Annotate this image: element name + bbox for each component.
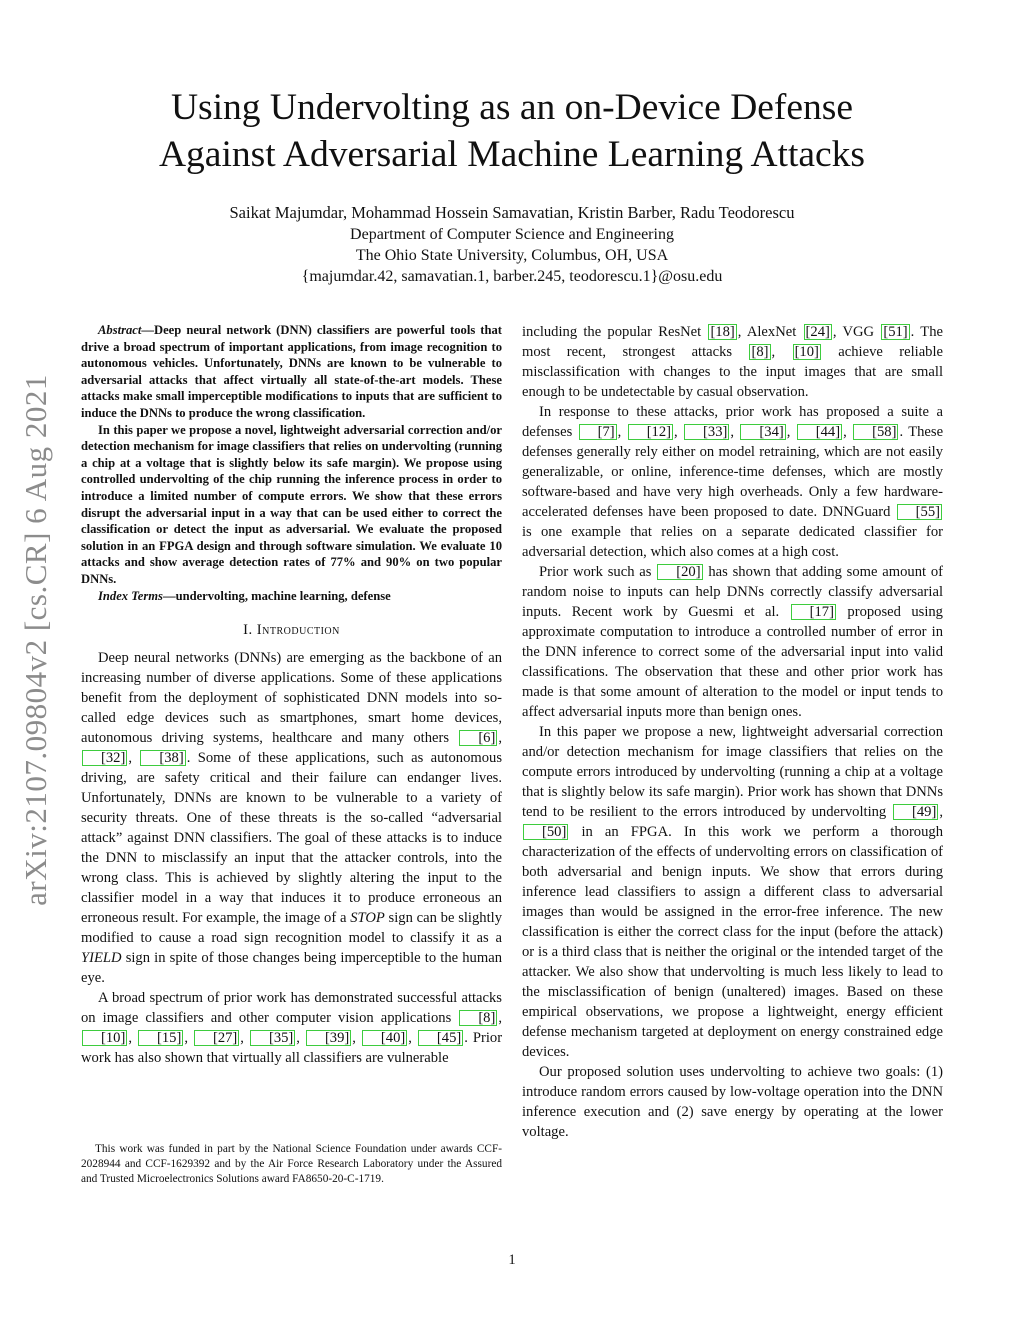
index-terms-label: Index Terms [98,588,163,603]
right-paragraph-2: In response to these attacks, prior work has proposed a suite a defenses [7] , [12] , [33] , [34] , [44] , [58] . These defenses generally rely either on model retraining, which are not easily generalizable, or online, inference-time defenses, which are mostly software-based and have very high overheads. Only a few hardware-accelerated defenses have been proposed to date. DNNGuard [55] is one example that relies on a separate dedicated classifier for adversarial detection, which also comes at a high cost. [522,404,944,560]
citation-link[interactable]: [20] [657,564,702,580]
citation-link[interactable]: [50] [523,824,568,840]
right-paragraph-3: Prior work such as [20] has shown that adding some amount of random noise to inputs can help DNNs correctly classify adversarial inputs. Recent work by Guesmi et al. [17] proposed using approximate computation to introduce a controlled number of error in the DNN inference to correct some of the adversarial input into valid classifications. The observation that these and other prior work has made is that some amount of alteration to the model or input tends to affect adversarial inputs more than benign ones. [522,564,943,720]
citation-link[interactable]: [7] [579,424,617,440]
title-line-1: Using Undervolting as an on-Device Defense [170,87,854,128]
citation-link[interactable]: [17] [791,604,836,620]
citation-link[interactable]: [58] [853,424,898,440]
section-title: Introduction [256,622,340,639]
abstract [81,322,502,604]
emphasis-stop: STOP [350,910,385,927]
author-university: The Ohio State University, Columbus, OH, USA [355,247,669,264]
citation-link[interactable]: [51] [883,324,908,340]
right-paragraph-5: Our proposed solution uses undervolting to achieve two goals: (1) introduce random errors caused by low-voltage operation into the DNN inference execution and (2) save energy by operating at the lower voltage. [522,1064,943,1140]
citation-link[interactable]: [33] [684,424,729,440]
author-names: Saikat Majumdar, Mohammad Hossein Samavatian, Kristin Barber, Radu Teodorescu [229,203,795,222]
author-department: Department of Computer Science and Engineering [350,226,674,243]
citation-link[interactable]: [12] [628,424,673,440]
citation-link[interactable]: [6] [459,730,497,746]
right-paragraph-4: In this paper we propose a new, lightweight adversarial correction and/or detection mechanism for image classifiers that relies on the compute errors introduced by undervolting (running a chip at a voltage that is slightly below its safe margin). Prior work has shown that DNNs tend to be resilient to the errors introduced by undervolting [49] , [50] in an FPGA. In this work we perform a thorough characterization of the effects of undervolting errors on classification of both adversarial and benign inputs. We show that errors during inference lead classifiers to assign a different class to adversarial images than would be assigned in the error-free inference. The new classification is either the correct class for the input (before the attack) or is a third class that is neither the original or the intended target of the attacker. We also show that undervolting is much less likely to lead to the misclassification of benign (unaltered) images. Based on these empirical observations, we propose a lightweight, energy efficient defense mechanism targeted at deployment on energy constrained edge devices. [522,724,943,1060]
author-block [0,202,1024,287]
citation-link[interactable]: [44] [797,424,842,440]
citation-link[interactable]: [40] [362,1030,407,1046]
citation-link[interactable]: [35] [250,1030,295,1046]
page-number: 1 [508,1252,516,1268]
citation-link[interactable]: [55] [897,504,942,520]
citation-link[interactable]: [38] [140,750,185,766]
citation-link[interactable]: [10] [794,344,819,360]
citation-link[interactable]: [27] [194,1030,239,1046]
citation-link[interactable]: [49] [893,804,938,820]
citation-link[interactable]: [45] [418,1030,463,1046]
emphasis-yield: YIELD [81,950,122,967]
abstract-paragraph-2: In this paper we propose a novel, lightweight adversarial correction and/or detection mechanism for image classifiers that relies on undervolting (running a chip at a voltage that is slightly below its safe margin). We propose using controlled undervolting of the chip running the inference process in order to introduce a limited number of compute errors. We show that these errors disrupt the adversarial input in a way that can be used either to correct the classification or detect the input as adversarial. We evaluate the proposed solution in an FPGA design and through software simulation. We evaluate 10 attacks and show average detection rates of 77% and 90% on two popular DNNs. [81,422,502,586]
intro-paragraph-2: A broad spectrum of prior work has demonstrated successful attacks on image classifiers and other computer vision applications [8] , [10] , [15] , [27] , [35] , [39] , [40] , [45] . Prior work has also shown that virtually all classifiers are vulnerable [81,990,503,1067]
abstract-label: Abstract [98,323,142,337]
citation-link[interactable]: [24] [805,324,830,340]
paper-title [0,84,1024,178]
citation-link[interactable]: [32] [82,750,127,766]
citation-link[interactable]: [10] [82,1030,127,1046]
right-column [522,322,943,1142]
citation-link[interactable]: [15] [138,1030,183,1046]
citation-link[interactable]: [39] [306,1030,351,1046]
right-paragraph-1: including the popular ResNet [18] , AlexNet [24] , VGG [51] . The most recent, strongest attacks [8] , [10] achieve reliable misclassification with changes to the input images that are small enough to be undetectable by casual observation. [522,324,943,400]
left-column [81,322,502,1068]
abstract-paragraph-1: —Deep neural network (DNN) classifiers are powerful tools that drive a broad spectrum of important applications, from image recognition to autonomous vehicles. Unfortunately, DNNs are known to be vulnerable to adversarial attacks that affect virtually all state-of-the-art models. These attacks make small imperceptible modifications to inputs that are sufficient to induce the DNNs to produce the wrong classification. [81,323,502,420]
citation-link[interactable]: [8] [751,344,769,360]
citation-link[interactable]: [18] [710,324,735,340]
footnote-text: This work was funded in part by the National Science Foundation under awards CCF-2028944 and CCF-1629392 and by the Air Force Research Laboratory under the Assured and Trusted Microelectronics Solutions award FA8650-20-C-1719. [81,1143,502,1185]
citation-link[interactable]: [8] [459,1010,497,1026]
index-terms: —undervolting, machine learning, defense [162,588,391,603]
citation-link[interactable]: [34] [740,424,785,440]
section-heading-introduction [81,620,502,640]
section-number: I. [243,622,257,639]
intro-paragraph-1: Deep neural networks (DNNs) are emerging as the backbone of an increasing number of diverse applications. Some of these applications benefit from the deployment of sophisticated DNN models into so-called edge devices such as smartphones, smart home devices, autonomous driving systems, healthcare and many others [6] , [32] , [38] . Some of these applications, such as autonomous driving, are safety critical and their failure can endanger lives. Unfortunately, DNNs are known to be vulnerable to a variety of security threats. One of these threats is the so-called “adversarial attack” against DNN classifiers. The goal of these attacks is to induce the DNN to misclassify an input that the attacker controls, into the wrong class. This is achieved by slightly altering the input to the classifier model in a way that induces it to produce erroneous an erroneous result. For example, the image of a STOP sign can be slightly modified to cause a road sign recognition model to classify it as a YIELD sign in spite of those changes being imperceptible to the human eye. [81,650,502,987]
arxiv-identifier-text: arXiv:2107.09804v2 [cs.CR] 6 Aug 2021 [18,374,53,906]
author-emails: {majumdar.42, samavatian.1, barber.245, teodorescu.1}@osu.edu [301,268,723,285]
title-line-2: Against Adversarial Machine Learning Attacks [158,134,866,175]
funding-footnote [81,1142,502,1187]
